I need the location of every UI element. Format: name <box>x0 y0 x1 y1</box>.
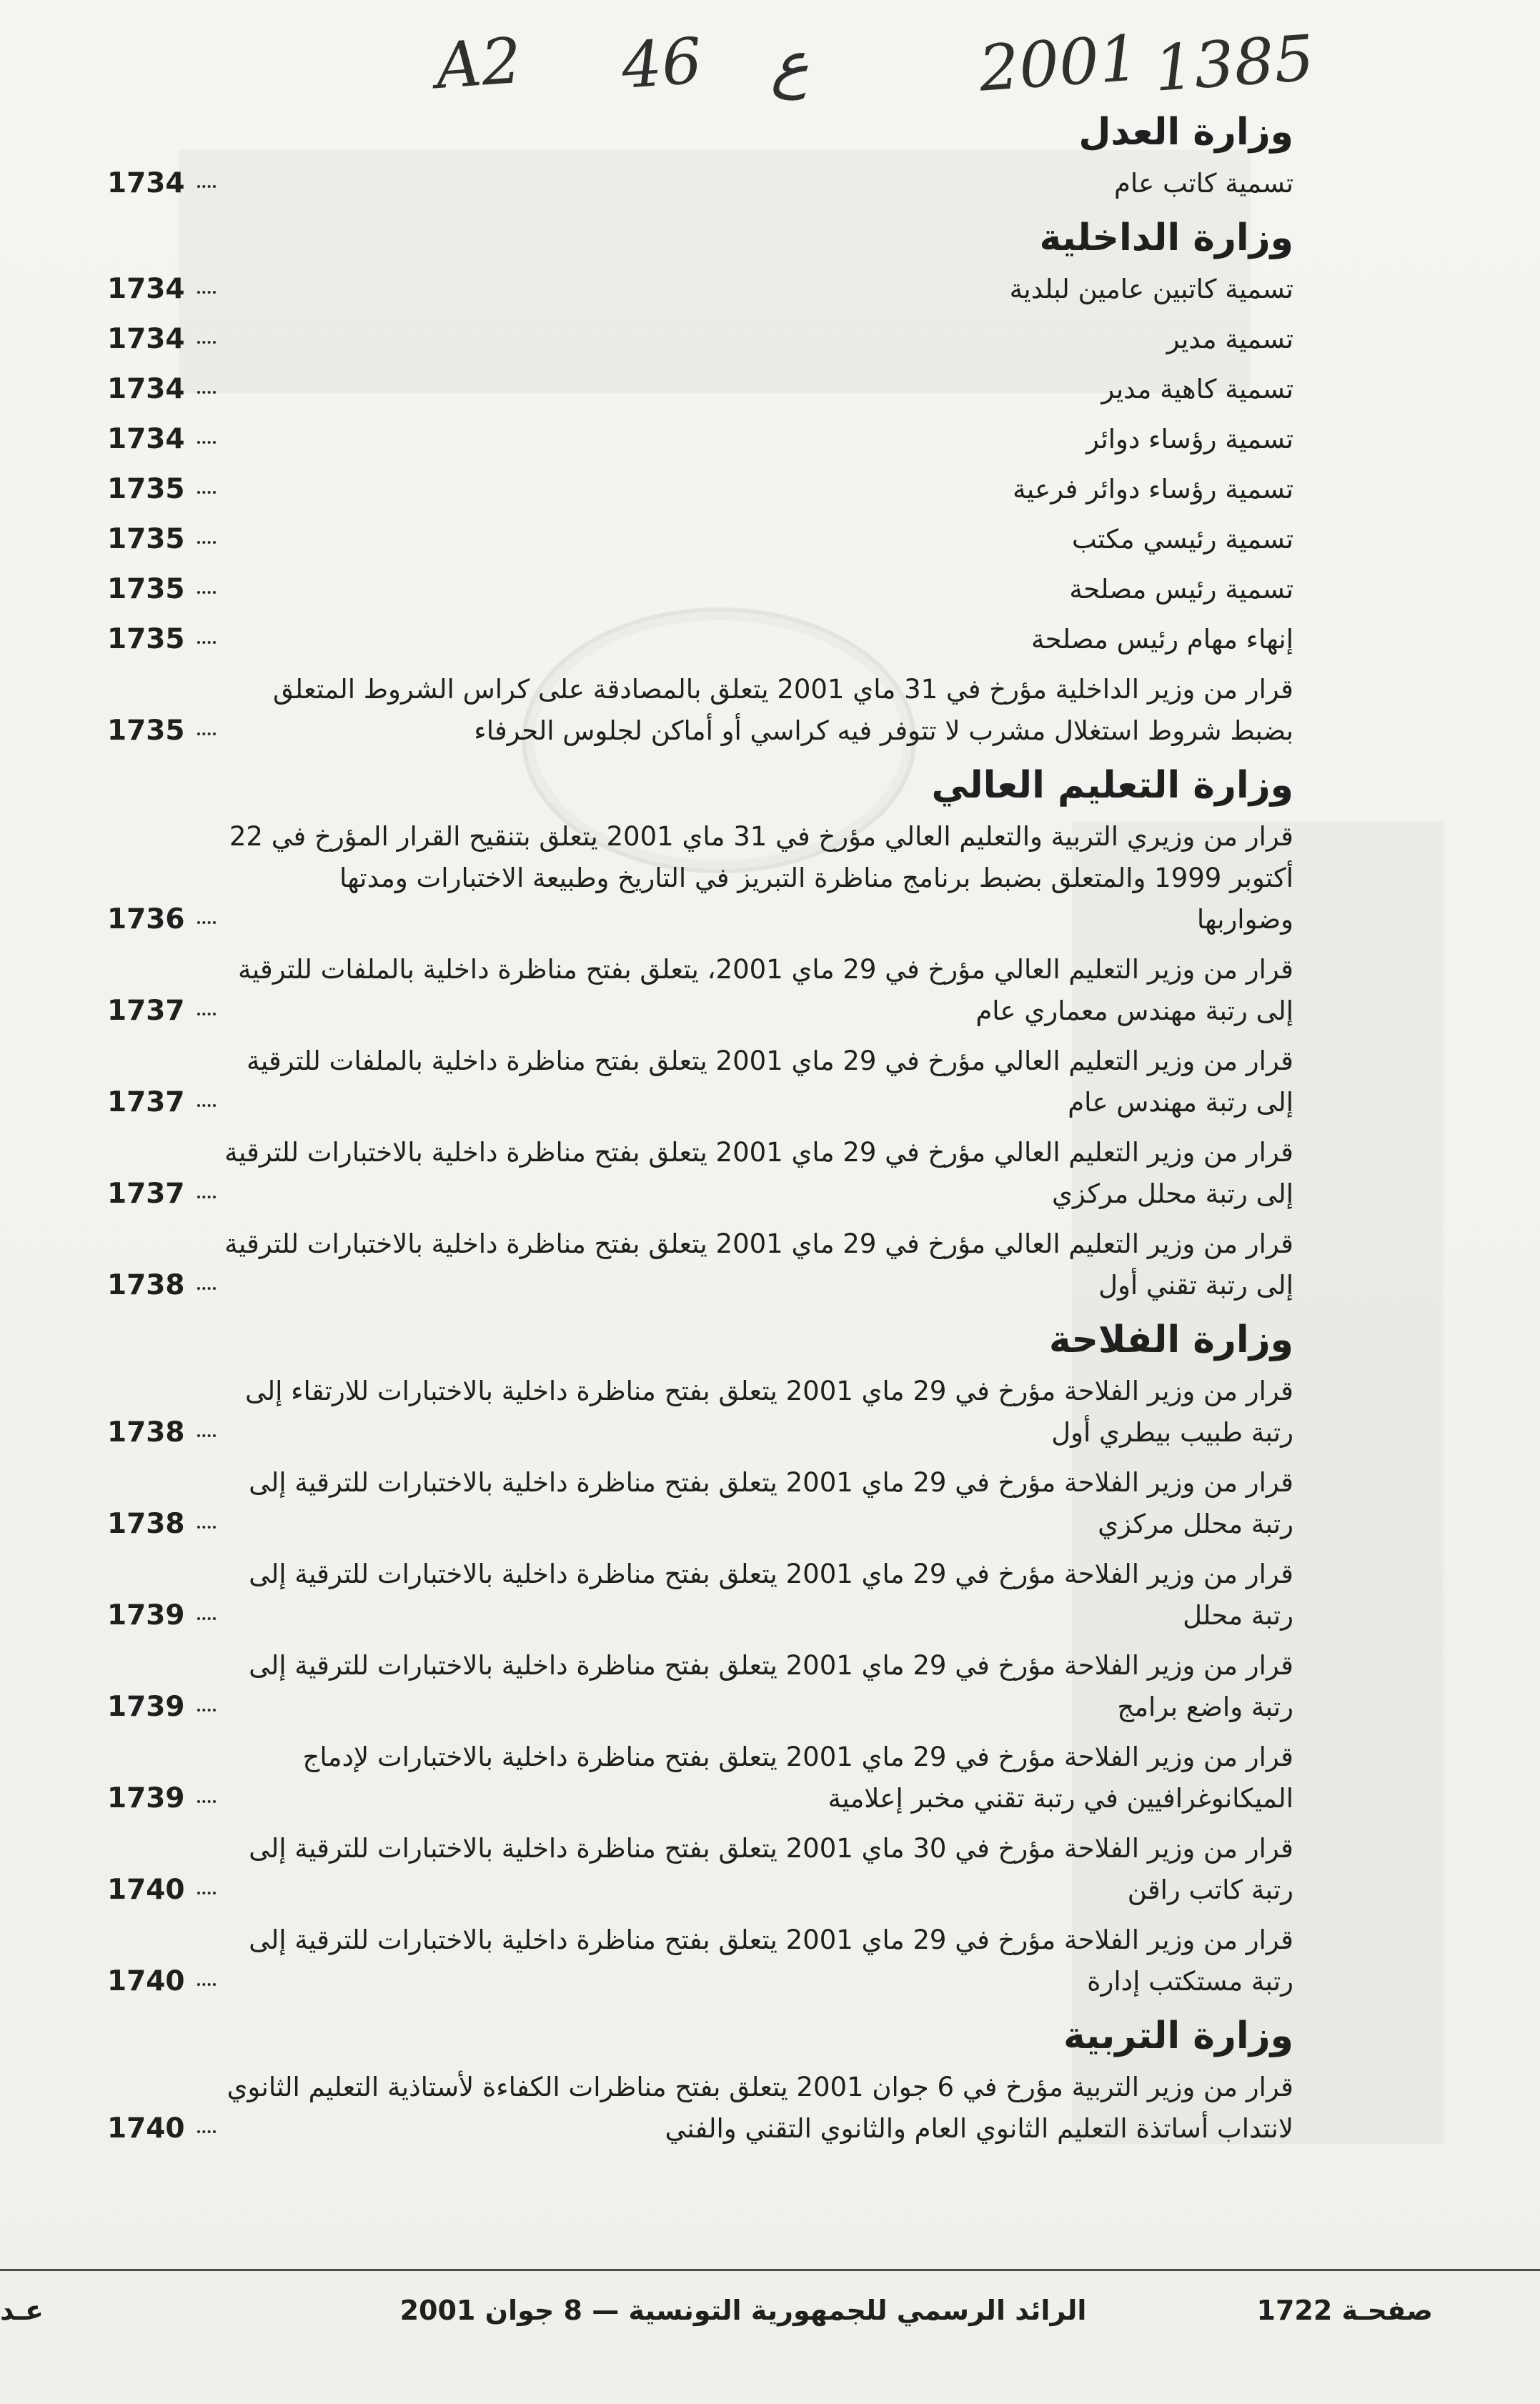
footer-cut-text: عـد <box>0 2295 44 2326</box>
handwritten-annotation-part: 46 <box>619 24 705 103</box>
toc-entry-title: إلى رتبة مهندس معماري عام <box>975 995 1293 1026</box>
dot-leader <box>197 585 216 594</box>
dot-leader <box>197 726 216 735</box>
toc-entry-line: قرار من وزير التربية مؤرخ في 6 جوان 2001 يتعلق بفتح مناظرات الكفاءة لأستاذية التعليم الثانوي <box>227 2072 1293 2102</box>
page-number: صفحـة 1722 <box>1256 2295 1433 2326</box>
handwritten-annotation-part: 2001 <box>976 21 1142 106</box>
toc-entry-final-row <box>107 1082 1293 1123</box>
toc-entry <box>107 816 1293 940</box>
toc-entry-final-row <box>107 369 1293 410</box>
dot-leader <box>197 1006 216 1015</box>
dot-leader <box>197 535 216 544</box>
ministry-title: وزارة العدل <box>1078 111 1293 154</box>
toc-entry-line: قرار من وزير الفلاحة مؤرخ في 30 ماي 2001 يتعلق بفتح مناظرة داخلية بالاختبارات للترقية إلى <box>249 1833 1293 1864</box>
toc-entry-title: رتبة طبيب بيطري أول <box>1051 1417 1293 1448</box>
dot-leader <box>197 635 216 644</box>
toc-entry <box>107 1737 1293 1819</box>
handwritten-annotation-part: 1385 <box>1151 21 1317 106</box>
toc-entry <box>107 269 1293 310</box>
dot-leader <box>197 334 216 344</box>
toc-entry <box>107 1919 1293 2002</box>
toc-entry-line: قرار من وزير الفلاحة مؤرخ في 29 ماي 2001 يتعلق بفتح مناظرة داخلية بالاختبارات للارتقاء إلى <box>245 1376 1293 1406</box>
toc-entry-final-row <box>107 569 1293 610</box>
toc-entry-final-row <box>107 1173 1293 1215</box>
toc-entry-final-row <box>107 619 1293 660</box>
handwritten-annotation <box>433 21 1343 106</box>
toc-entry-final-row <box>107 1412 1293 1454</box>
ministry-section <box>107 213 1293 752</box>
dot-leader <box>197 1794 216 1803</box>
table-of-contents <box>107 107 1293 2158</box>
toc-entry-final-row <box>107 519 1293 560</box>
toc-entry-title: إنهاء مهام رئيس مصلحة <box>1030 624 1293 655</box>
toc-page-number: 1734 <box>107 373 185 405</box>
toc-entry-final-row <box>107 1869 1293 1911</box>
toc-entry-final-row <box>107 899 1293 940</box>
toc-entry-title: رتبة واضع برامج <box>1117 1692 1293 1722</box>
toc-entry-final-row <box>107 469 1293 510</box>
toc-page-number: 1740 <box>107 1874 185 1906</box>
toc-entry-title: الميكانوغرافيين في رتبة تقني مخبر إعلامية <box>828 1783 1293 1814</box>
toc-entry <box>107 519 1293 560</box>
toc-entry-title: لانتداب أساتذة التعليم الثانوي العام والثانوي التقني والفني <box>665 2113 1293 2144</box>
toc-entry <box>107 163 1293 204</box>
toc-entry-title: إلى رتبة تقني أول <box>1098 1270 1293 1301</box>
toc-entry <box>107 949 1293 1032</box>
ministry-title: وزارة الفلاحة <box>1048 1318 1293 1361</box>
toc-entry-line: قرار من وزير الفلاحة مؤرخ في 29 ماي 2001 يتعلق بفتح مناظرة داخلية بالاختبارات للترقية إلى <box>249 1559 1293 1589</box>
toc-entry-final-row <box>107 163 1293 204</box>
toc-entry <box>107 319 1293 360</box>
toc-entry <box>107 669 1293 752</box>
toc-entry-title: رتبة كاتب راقن <box>1127 1874 1293 1905</box>
toc-page-number: 1734 <box>107 167 185 199</box>
toc-entry-final-row <box>107 1687 1293 1728</box>
toc-entry-title: تسمية كاهية مدير <box>1101 374 1293 404</box>
toc-entry-final-row <box>107 319 1293 360</box>
toc-entry-title: رتبة محلل <box>1183 1600 1293 1631</box>
dot-leader <box>197 384 216 394</box>
toc-entry <box>107 1371 1293 1454</box>
toc-entry-title: تسمية مدير <box>1166 324 1293 354</box>
toc-page-number: 1738 <box>107 1269 185 1301</box>
toc-entry-title: تسمية كاتبين عامين لبلدية <box>1009 274 1293 304</box>
toc-page-number: 1740 <box>107 2112 185 2145</box>
handwritten-annotation-part: ع <box>770 25 812 101</box>
toc-entry-final-row <box>107 710 1293 752</box>
toc-entry-final-row <box>107 990 1293 1032</box>
toc-entry-line: قرار من وزيري التربية والتعليم العالي مؤرخ في 31 ماي 2001 يتعلق بتنقيح القرار المؤرخ في 22 <box>229 821 1293 852</box>
toc-entry-title: تسمية رئيس مصلحة <box>1069 574 1293 605</box>
dot-leader <box>197 284 216 294</box>
toc-entry-line: قرار من وزير التعليم العالي مؤرخ في 29 ماي 2001 يتعلق بفتح مناظرة داخلية بالملفات للترقية <box>246 1045 1293 1076</box>
toc-page-number: 1737 <box>107 1178 185 1210</box>
dot-leader <box>197 1611 216 1620</box>
ministry-title: وزارة الداخلية <box>1039 217 1293 259</box>
toc-entry-line: أكتوبر 1999 والمتعلق بضبط برنامج مناظرة التبريز في التاريخ وطبيعة الاختبارات ومدتها <box>339 863 1293 893</box>
dot-leader <box>197 1428 216 1437</box>
toc-entry-line: قرار من وزير التعليم العالي مؤرخ في 29 ماي 2001، يتعلق بفتح مناظرة داخلية بالملفات للترقية <box>238 954 1293 985</box>
toc-entry-line: قرار من وزير الفلاحة مؤرخ في 29 ماي 2001 يتعلق بفتح مناظرة داخلية بالاختبارات للترقية إلى <box>249 1650 1293 1681</box>
toc-page-number: 1739 <box>107 1782 185 1814</box>
dot-leader <box>197 1098 216 1107</box>
toc-page-number: 1738 <box>107 1416 185 1449</box>
toc-entry-title: بضبط شروط استغلال مشرب لا تتوفر فيه كراسي أو أماكن لجلوس الحرفاء <box>474 715 1293 746</box>
dot-leader <box>197 1519 216 1529</box>
dot-leader <box>197 179 216 188</box>
page-footer <box>0 2282 1540 2339</box>
toc-entry-title: رتبة محلل مركزي <box>1098 1509 1293 1539</box>
dot-leader <box>197 1885 216 1894</box>
toc-entry-final-row <box>107 1961 1293 2002</box>
dot-leader <box>197 1189 216 1198</box>
toc-page-number: 1734 <box>107 273 185 305</box>
toc-entry-title: تسمية رؤساء دوائر <box>1086 424 1293 455</box>
toc-page-number: 1735 <box>107 473 185 505</box>
toc-entry <box>107 419 1293 460</box>
toc-entry-title: وضواربها <box>1196 904 1293 935</box>
toc-entry-line: قرار من وزير التعليم العالي مؤرخ في 29 ماي 2001 يتعلق بفتح مناظرة داخلية بالاختبارات للترقية <box>224 1228 1293 1259</box>
toc-entry-line: قرار من وزير التعليم العالي مؤرخ في 29 ماي 2001 يتعلق بفتح مناظرة داخلية بالاختبارات للترقية <box>224 1137 1293 1168</box>
journal-title-and-date: الرائد الرسمي للجمهورية التونسية — 8 جوان 2001 <box>399 2295 1087 2326</box>
toc-entry <box>107 1645 1293 1728</box>
toc-entry-title: إلى رتبة مهندس عام <box>1068 1087 1293 1118</box>
toc-entry <box>107 1554 1293 1636</box>
toc-entry-title: تسمية كاتب عام <box>1114 168 1293 199</box>
toc-page-number: 1739 <box>107 1599 185 1631</box>
dot-leader <box>197 434 216 444</box>
toc-entry <box>107 1828 1293 1911</box>
toc-page-number: 1740 <box>107 1965 185 1997</box>
toc-page-number: 1735 <box>107 715 185 747</box>
toc-entry-final-row <box>107 1265 1293 1306</box>
toc-entry <box>107 2067 1293 2150</box>
footer-divider <box>0 2269 1540 2271</box>
toc-page-number: 1739 <box>107 1691 185 1723</box>
toc-entry-final-row <box>107 1504 1293 1545</box>
toc-entry-line: قرار من وزير الفلاحة مؤرخ في 29 ماي 2001 يتعلق بفتح مناظرة داخلية بالاختبارات لإدماج <box>302 1742 1293 1772</box>
ministry-section <box>107 760 1293 1306</box>
toc-entry <box>107 619 1293 660</box>
toc-entry <box>107 369 1293 410</box>
toc-page-number: 1737 <box>107 1086 185 1118</box>
dot-leader <box>197 915 216 924</box>
toc-page-number: 1735 <box>107 573 185 605</box>
dot-leader <box>197 1281 216 1290</box>
toc-page-number: 1735 <box>107 623 185 655</box>
toc-entry-final-row <box>107 269 1293 310</box>
toc-entry-final-row <box>107 1778 1293 1819</box>
toc-page-number: 1734 <box>107 423 185 455</box>
toc-page-number: 1734 <box>107 323 185 355</box>
ministry-title: وزارة التربية <box>1063 2015 1293 2057</box>
ministry-title: وزارة التعليم العالي <box>931 764 1293 807</box>
ministry-section <box>107 1315 1293 2002</box>
toc-entry-line: قرار من وزير الفلاحة مؤرخ في 29 ماي 2001 يتعلق بفتح مناظرة داخلية بالاختبارات للترقية إلى <box>249 1924 1293 1955</box>
dot-leader <box>197 1977 216 1986</box>
toc-entry <box>107 469 1293 510</box>
toc-entry <box>107 1040 1293 1123</box>
toc-page-number: 1735 <box>107 523 185 555</box>
toc-page-number: 1737 <box>107 995 185 1027</box>
dot-leader <box>197 485 216 494</box>
toc-entry-title: رتبة مستكتب إدارة <box>1087 1966 1293 1997</box>
ministry-section <box>107 2011 1293 2150</box>
toc-entry <box>107 1223 1293 1306</box>
toc-entry <box>107 569 1293 610</box>
toc-entry-title: إلى رتبة محلل مركزي <box>1051 1178 1293 1209</box>
ministry-section <box>107 107 1293 204</box>
toc-entry <box>107 1462 1293 1545</box>
toc-page-number: 1738 <box>107 1508 185 1540</box>
toc-entry-line: قرار من وزير الفلاحة مؤرخ في 29 ماي 2001 يتعلق بفتح مناظرة داخلية بالاختبارات للترقية إلى <box>249 1467 1293 1498</box>
toc-page-number: 1736 <box>107 903 185 935</box>
toc-entry-line: قرار من وزير الداخلية مؤرخ في 31 ماي 2001 يتعلق بالمصادقة على كراس الشروط المتعلق <box>272 674 1293 705</box>
dot-leader <box>197 2124 216 2133</box>
toc-entry <box>107 1132 1293 1215</box>
handwritten-annotation-part: A2 <box>433 23 524 104</box>
dot-leader <box>197 1702 216 1712</box>
toc-entry-final-row <box>107 1595 1293 1636</box>
toc-entry-final-row <box>107 2108 1293 2150</box>
toc-entry-title: تسمية رؤساء دوائر فرعية <box>1013 474 1293 505</box>
toc-entry-title: تسمية رئيسي مكتب <box>1071 524 1293 555</box>
toc-entry-final-row <box>107 419 1293 460</box>
